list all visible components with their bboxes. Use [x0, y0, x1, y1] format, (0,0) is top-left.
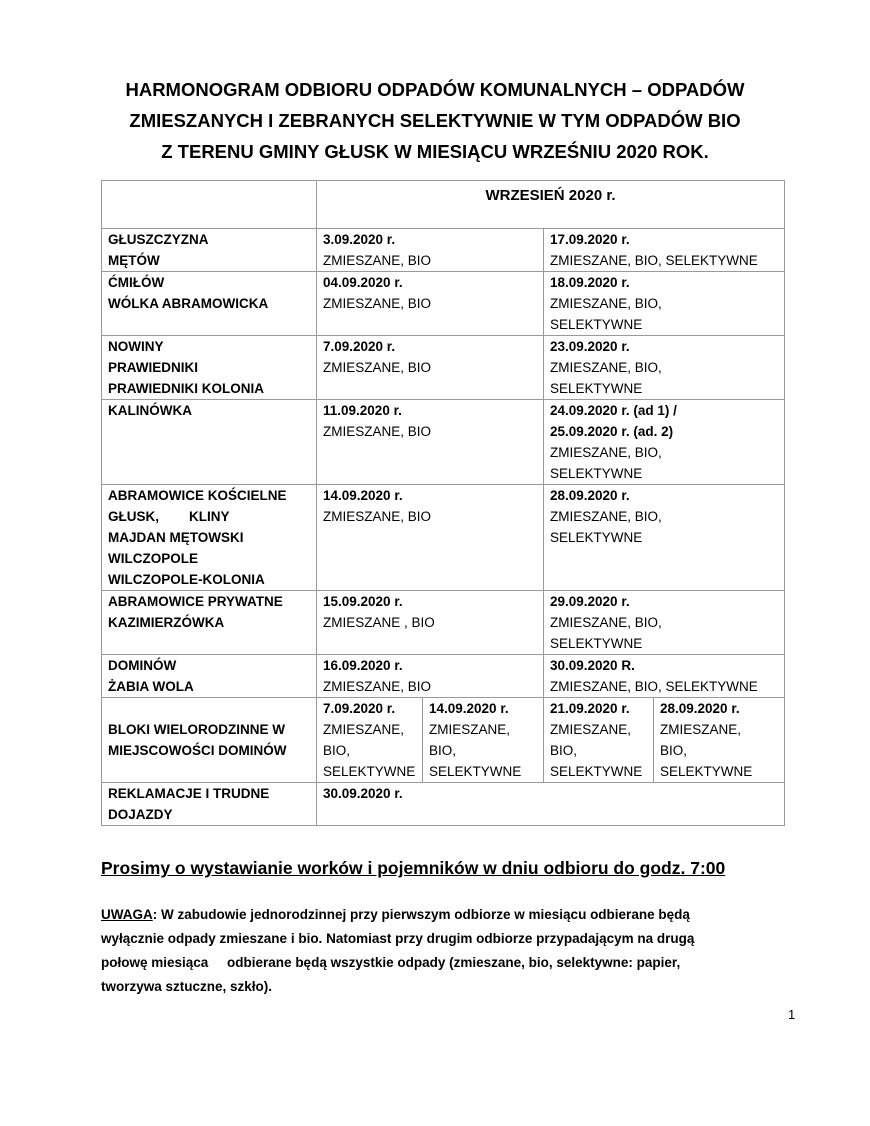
first-pickup-cell [317, 591, 544, 655]
header-empty-cell [102, 181, 317, 229]
table-row [102, 591, 785, 655]
pickup-date: 18.09.2020 r. [550, 275, 630, 290]
first-pickup-cell [317, 655, 544, 698]
waste-types: SELEKTYWNE [550, 530, 643, 545]
title-line: ZMIESZANYCH I ZEBRANYCH SELEKTYWNIE W TYM ODPADÓW BIO [129, 110, 741, 131]
pickup-date: 3.09.2020 r. [323, 232, 396, 247]
uwaga-note [101, 903, 801, 999]
reklamacje-label-cell [102, 783, 317, 826]
second-pickup-cell [544, 591, 785, 655]
waste-types: ZMIESZANE, BIO, [550, 445, 662, 460]
location-name: MAJDAN MĘTOWSKI [108, 530, 244, 545]
waste-types: BIO, [323, 743, 351, 758]
waste-types: SELEKTYWNE [323, 764, 416, 779]
location-name: ABRAMOWICE KOŚCIELNE [108, 488, 287, 503]
location-name: GŁUSK, KLINY [108, 509, 230, 524]
title-line: Z TERENU GMINY GŁUSK W MIESIĄCU WRZEŚNIU 2020 ROK. [161, 141, 709, 162]
uwaga-line: tworzywa sztuczne, szkło). [101, 979, 273, 994]
pickup-date: 16.09.2020 r. [323, 658, 403, 673]
pickup-cell [317, 698, 423, 783]
uwaga-line: wyłącznie odpady zmieszane i bio. Natomiast przy drugim odbiorze przypadającym na drugą [101, 931, 695, 946]
table-row [102, 655, 785, 698]
waste-types: ZMIESZANE, BIO, [550, 296, 662, 311]
locations-cell [102, 400, 317, 485]
waste-types: SELEKTYWNE [550, 636, 643, 651]
pickup-date: 28.09.2020 r. [550, 488, 630, 503]
collection-time-notice: Prosimy o wystawianie worków i pojemników w dniu odbioru do godz. 7:00 [101, 858, 726, 878]
locations-cell [102, 229, 317, 272]
uwaga-line: połowę miesiąca odbierane będą wszystkie odpady (zmieszane, bio, selektywne: papier, [101, 955, 681, 970]
second-pickup-cell [544, 272, 785, 336]
waste-types: ZMIESZANE, BIO [323, 509, 432, 524]
page-number: 1 [788, 1007, 796, 1022]
locations-cell [102, 698, 317, 783]
locations-cell [102, 591, 317, 655]
pickup-date: 21.09.2020 r. [550, 701, 630, 716]
pickup-date: 17.09.2020 r. [550, 232, 630, 247]
reklamacje-date-cell [317, 783, 785, 826]
pickup-date: 25.09.2020 r. (ad. 2) [550, 424, 674, 439]
location-name: KALINÓWKA [108, 403, 192, 418]
reklamacje-row [102, 783, 785, 826]
location-name: ĆMIŁÓW [108, 275, 165, 290]
pickup-cell [654, 698, 785, 783]
waste-types: BIO, [660, 743, 688, 758]
table-row [102, 229, 785, 272]
pickup-date: 30.09.2020 r. [323, 786, 403, 801]
pickup-date: 15.09.2020 r. [323, 594, 403, 609]
location-name: GŁUSZCZYZNA [108, 232, 209, 247]
bloki-row [102, 698, 785, 783]
first-pickup-cell [317, 485, 544, 591]
location-name: WILCZOPOLE-KOLONIA [108, 572, 265, 587]
waste-types: ZMIESZANE, [323, 722, 405, 737]
second-pickup-cell [544, 229, 785, 272]
waste-types: SELEKTYWNE [429, 764, 522, 779]
locations-cell [102, 272, 317, 336]
table-row [102, 485, 785, 591]
pickup-date: 23.09.2020 r. [550, 339, 630, 354]
pickup-cell [544, 698, 654, 783]
pickup-date: 29.09.2020 r. [550, 594, 630, 609]
table-header-row [102, 181, 785, 229]
waste-types: ZMIESZANE , BIO [323, 615, 435, 630]
location-name: DOMINÓW [108, 658, 177, 673]
waste-types: ZMIESZANE, BIO, SELEKTYWNE [550, 679, 758, 694]
month-header: WRZESIEŃ 2020 r. [317, 181, 785, 229]
waste-types: SELEKTYWNE [660, 764, 753, 779]
waste-types: ZMIESZANE, BIO [323, 424, 432, 439]
waste-types: SELEKTYWNE [550, 317, 643, 332]
locations-cell [102, 485, 317, 591]
locations-cell [102, 655, 317, 698]
reklamacje-label: DOJAZDY [108, 807, 173, 822]
location-name: MĘTÓW [108, 253, 160, 268]
waste-types: SELEKTYWNE [550, 764, 643, 779]
pickup-date: 14.09.2020 r. [323, 488, 403, 503]
uwaga-line [101, 903, 801, 927]
location-name: BLOKI WIELORODZINNE W [108, 722, 285, 737]
location-name: ABRAMOWICE PRYWATNE [108, 594, 283, 609]
first-pickup-cell [317, 400, 544, 485]
pickup-date: 30.09.2020 R. [550, 658, 635, 673]
pickup-date: 14.09.2020 r. [429, 701, 509, 716]
pickup-date: 28.09.2020 r. [660, 701, 740, 716]
pickup-date: 7.09.2020 r. [323, 701, 396, 716]
pickup-date: 04.09.2020 r. [323, 275, 403, 290]
location-name: PRAWIEDNIKI [108, 360, 199, 375]
waste-types: ZMIESZANE, [660, 722, 742, 737]
second-pickup-cell [544, 400, 785, 485]
uwaga-text: : W zabudowie jednorodzinnej przy pierwszym odbiorze w miesiącu odbierane będą [152, 907, 690, 922]
pickup-date: 7.09.2020 r. [323, 339, 396, 354]
waste-types: ZMIESZANE, BIO [323, 253, 432, 268]
table-row [102, 400, 785, 485]
uwaga-label: UWAGA [101, 907, 153, 922]
waste-types: ZMIESZANE, BIO [323, 679, 432, 694]
first-pickup-cell [317, 336, 544, 400]
second-pickup-cell [544, 485, 785, 591]
document-title [60, 74, 810, 167]
waste-types: ZMIESZANE, BIO [323, 360, 432, 375]
waste-types: ZMIESZANE, BIO [323, 296, 432, 311]
location-name: WILCZOPOLE [108, 551, 198, 566]
waste-types: ZMIESZANE, [550, 722, 632, 737]
location-name: ŻABIA WOLA [108, 679, 194, 694]
location-name: WÓLKA ABRAMOWICKA [108, 296, 269, 311]
second-pickup-cell [544, 336, 785, 400]
waste-types: BIO, [429, 743, 457, 758]
waste-types: SELEKTYWNE [550, 466, 643, 481]
waste-types: ZMIESZANE, BIO, [550, 615, 662, 630]
title-line: HARMONOGRAM ODBIORU ODPADÓW KOMUNALNYCH – ODPADÓW [125, 79, 745, 100]
waste-types: ZMIESZANE, BIO, [550, 509, 662, 524]
waste-types: ZMIESZANE, BIO, [550, 360, 662, 375]
waste-types: SELEKTYWNE [550, 381, 643, 396]
waste-types: BIO, [550, 743, 578, 758]
pickup-date: 24.09.2020 r. (ad 1) / [550, 403, 677, 418]
first-pickup-cell [317, 272, 544, 336]
waste-types: ZMIESZANE, BIO, SELEKTYWNE [550, 253, 758, 268]
waste-types: ZMIESZANE, [429, 722, 511, 737]
schedule-table [101, 180, 785, 826]
pickup-date: 11.09.2020 r. [323, 403, 402, 418]
locations-cell [102, 336, 317, 400]
location-name: KAZIMIERZÓWKA [108, 615, 225, 630]
second-pickup-cell [544, 655, 785, 698]
reklamacje-label: REKLAMACJE I TRUDNE [108, 786, 270, 801]
location-name: PRAWIEDNIKI KOLONIA [108, 381, 265, 396]
pickup-cell [423, 698, 544, 783]
location-name: NOWINY [108, 339, 164, 354]
table-row [102, 272, 785, 336]
table-row [102, 336, 785, 400]
first-pickup-cell [317, 229, 544, 272]
location-name: MIEJSCOWOŚCI DOMINÓW [108, 743, 287, 758]
